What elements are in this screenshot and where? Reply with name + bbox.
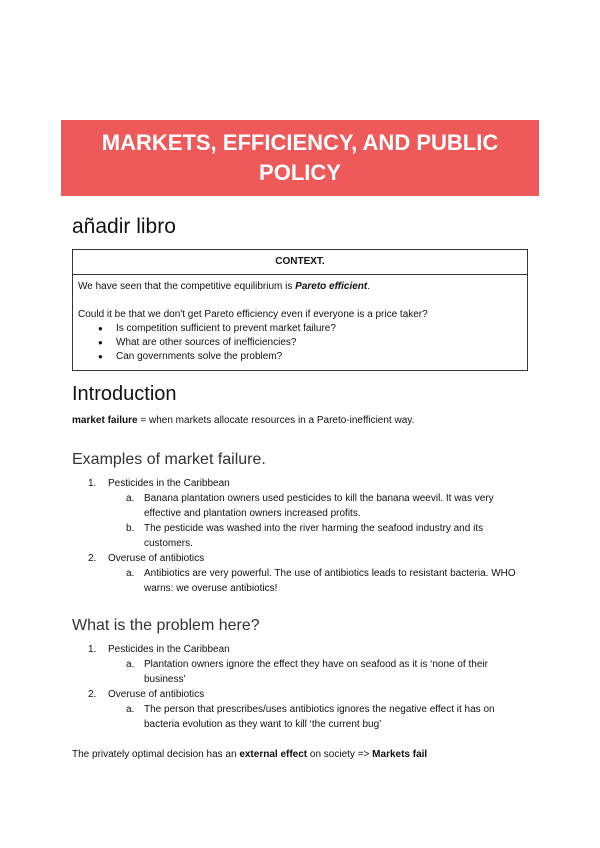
list-item — [72, 476, 532, 491]
subitem-letter: a. — [126, 568, 135, 579]
list-item: ● Is competition sufficient to prevent market failure? — [78, 322, 522, 336]
conclusion-line — [72, 748, 427, 762]
list-subitem — [72, 491, 532, 521]
item-label: Pesticides in the Caribbean — [108, 478, 230, 489]
market-failure-definition — [72, 414, 414, 428]
list-subitem — [72, 521, 532, 551]
conclusion-text-2: on society => — [307, 749, 373, 760]
external-effect-term: external effect — [239, 749, 308, 760]
list-subitem — [72, 657, 532, 687]
subitem-text: The person that prescribes/uses antibiotics ignores the negative effect it has on bacteria evolution as they want to kill ‘the current bug’ — [144, 704, 495, 730]
context-body — [73, 275, 527, 370]
subitem-letter: a. — [126, 704, 135, 715]
item-number: 1. — [88, 478, 97, 489]
item-number: 1. — [88, 644, 97, 655]
conclusion-text-1: The privately optimal decision has an — [72, 749, 240, 760]
document-title-banner — [61, 120, 539, 196]
item-number: 2. — [88, 689, 97, 700]
examples-heading: Examples of market failure. — [72, 451, 266, 468]
context-heading: CONTEXT. — [73, 250, 527, 275]
introduction-heading: Introduction — [72, 383, 177, 405]
subitem-text: Antibiotics are very powerful. The use of antibiotics leads to resistant bacteria. WHO warns: we overuse antibiotics! — [144, 568, 516, 594]
subitem-letter: b. — [126, 523, 135, 534]
subitem-letter: a. — [126, 493, 135, 504]
context-bullet-list — [78, 322, 522, 364]
context-line-1-end: . — [367, 281, 370, 292]
list-item — [72, 687, 532, 702]
problem-heading: What is the problem here? — [72, 617, 260, 634]
definition-term: market failure — [72, 415, 138, 426]
pareto-efficient-term: Pareto efficient — [295, 281, 368, 292]
context-box — [72, 249, 528, 371]
list-item: ● What are other sources of inefficiencies? — [78, 336, 522, 350]
definition-text: = when markets allocate resources in a Pareto-inefficient way. — [137, 415, 415, 426]
item-label: Pesticides in the Caribbean — [108, 644, 230, 655]
context-line-1-text: We have seen that the competitive equilibrium is — [78, 281, 296, 292]
list-item — [72, 642, 532, 657]
subitem-text: Banana plantation owners used pesticides to kill the banana weevil. It was very effective and plantation owners increased profits. — [144, 493, 494, 519]
context-line-2: Could it be that we don't get Pareto efficiency even if everyone is a price taker? — [78, 309, 428, 320]
list-subitem — [72, 702, 532, 732]
list-item — [72, 551, 532, 566]
document-title: MARKETS, EFFICIENCY, AND PUBLIC POLICY — [101, 130, 499, 185]
item-label: Overuse of antibiotics — [108, 689, 205, 700]
subitem-text: The pesticide was washed into the river harming the seafood industry and its customers. — [144, 523, 484, 549]
problem-list — [72, 642, 532, 732]
item-number: 2. — [88, 553, 97, 564]
subtitle: añadir libro — [72, 215, 176, 238]
context-line-1 — [78, 280, 522, 294]
subitem-letter: a. — [126, 659, 135, 670]
markets-fail-term: Markets fail — [372, 749, 428, 760]
subitem-text: Plantation owners ignore the effect they have on seafood as it is ‘none of their business’ — [144, 659, 488, 685]
list-item: ● Can governments solve the problem? — [78, 350, 522, 364]
examples-list — [72, 476, 532, 596]
item-label: Overuse of antibiotics — [108, 553, 205, 564]
list-subitem — [72, 566, 532, 596]
